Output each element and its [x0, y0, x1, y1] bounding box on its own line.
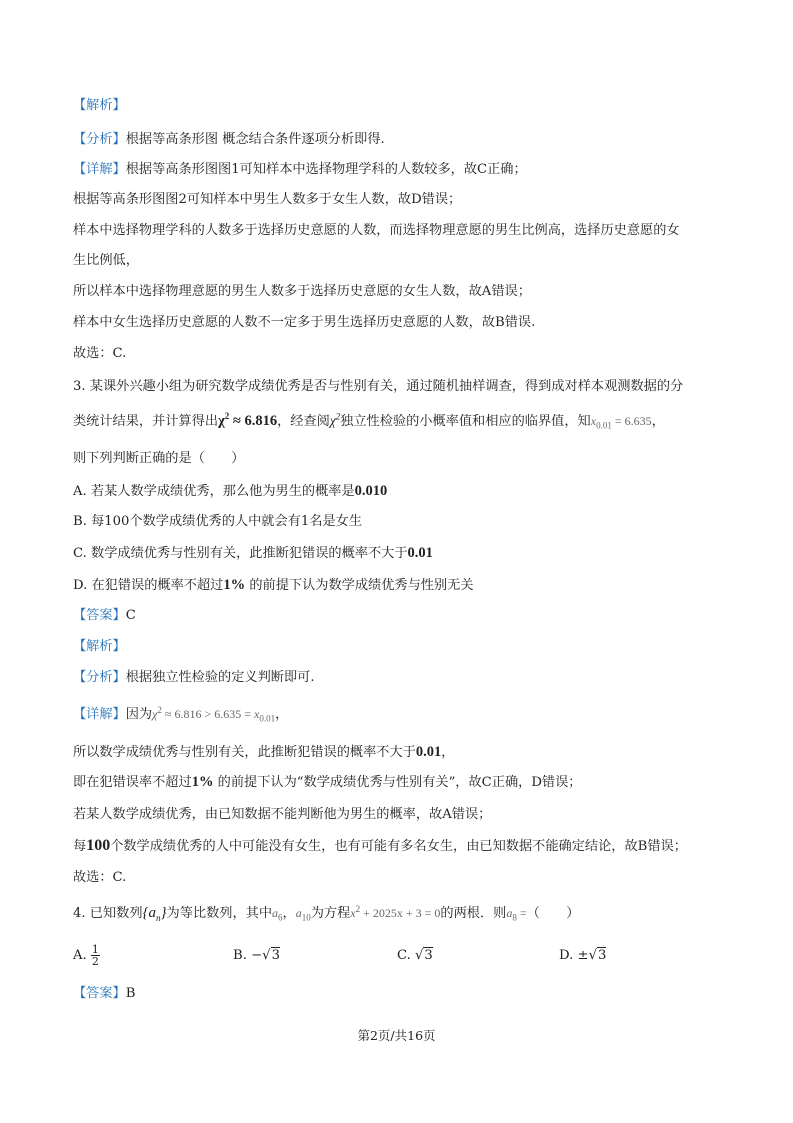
q4-option-a: A. $\frac{1}{2}$	[73, 943, 99, 968]
q3-option-a: A. 若某人数学成绩优秀，那么他为男生的概率是0.010	[73, 483, 388, 499]
fenxi-line: 【分析】根据等高条形图 概念结合条件逐项分析即得.	[73, 132, 385, 147]
text-line: 故选：C.	[73, 346, 127, 361]
q3-xiangjie-line3: 即在犯错误率不超过1% 的前提下认为“数学成绩优秀与性别有关”，故C正确，D错误；	[73, 774, 582, 790]
q4-stem: 4. 已知数列$\{a_n\}$为等比数列，其中$a_6$，$a_{10}$为方程$x^2 + 2025x + 3 = 0$的两根．则$a_8$ =（ ）	[73, 904, 580, 923]
q4-option-c: C. √3	[397, 948, 433, 963]
q3-option-b: B. 每100个数学成绩优秀的人中就会有1名是女生	[73, 514, 363, 529]
text-line: 根据等高条形图图2可知样本中男生人数多于女生人数，故D错误；	[73, 192, 462, 207]
xiangjie-line: 【详解】根据等高条形图图1可知样本中选择物理学科的人数较多，故C正确；	[73, 162, 527, 177]
q3-xiangjie-line2: 所以数学成绩优秀与性别有关，此推断犯错误的概率不大于0.01，	[73, 744, 455, 760]
q3-fenxi-line: 【分析】根据独立性检验的定义判断即可.	[73, 670, 315, 685]
text-line: 所以样本中选择物理意愿的男生人数多于选择历史意愿的女生人数，故A错误；	[73, 284, 531, 299]
q3-option-c: C. 数学成绩优秀与性别有关，此推断犯错误的概率不大于0.01	[73, 545, 433, 561]
text-line: 生比例低，	[73, 253, 139, 268]
q3-answer: 【答案】C	[73, 608, 136, 623]
q3-xiangjie-line6: 故选：C.	[73, 870, 127, 885]
q3-stem-line2: 类统计结果，并计算得出$\chi^2 \approx 6.816$，经查阅$\chi^2$独立性检验的小概率值和相应的临界值，知$x_{0.01} = 6.635$，	[73, 411, 665, 431]
q4-option-d: D. ±√3	[559, 948, 607, 963]
jiexi-heading: 【解析】	[73, 98, 126, 113]
q3-xiangjie-line: 【详解】因为$\chi^2 \approx 6.816 > 6.635 = x_{0.01}$，	[73, 705, 289, 724]
q4-option-b: B. −√3	[233, 948, 280, 963]
q4-answer: 【答案】B	[73, 986, 136, 1001]
fraction: $\frac{1}{2}$	[91, 943, 99, 968]
q3-option-d: D. 在犯错误的概率不超过1% 的前提下认为数学成绩优秀与性别无关	[73, 577, 474, 593]
page-footer: 第2页/共16页	[357, 1028, 436, 1043]
q3-stem-line1: 3. 某课外兴趣小组为研究数学成绩优秀是否与性别有关，通过随机抽样调查，得到成对样本观测数据的分	[73, 379, 684, 394]
q3-stem-line3: 则下列判断正确的是（ ）	[73, 451, 245, 466]
q3-xiangjie-line5: 每100个数学成绩优秀的人中可能没有女生，也有可能有多名女生，由已知数据不能确定结论，故B错误；	[73, 837, 687, 854]
q3-xiangjie-line4: 若某人数学成绩优秀，由已知数据不能判断他为男生的概率，故A错误；	[73, 807, 492, 822]
q4-options	[73, 944, 713, 967]
text-line: 样本中女生选择历史意愿的人数不一定多于男生选择历史意愿的人数，故B错误.	[73, 315, 536, 330]
text-line: 样本中选择物理学科的人数多于选择历史意愿的人数，而选择物理意愿的男生比例高，选择历史意愿的女	[73, 223, 680, 238]
q3-jiexi-heading: 【解析】	[73, 639, 126, 654]
